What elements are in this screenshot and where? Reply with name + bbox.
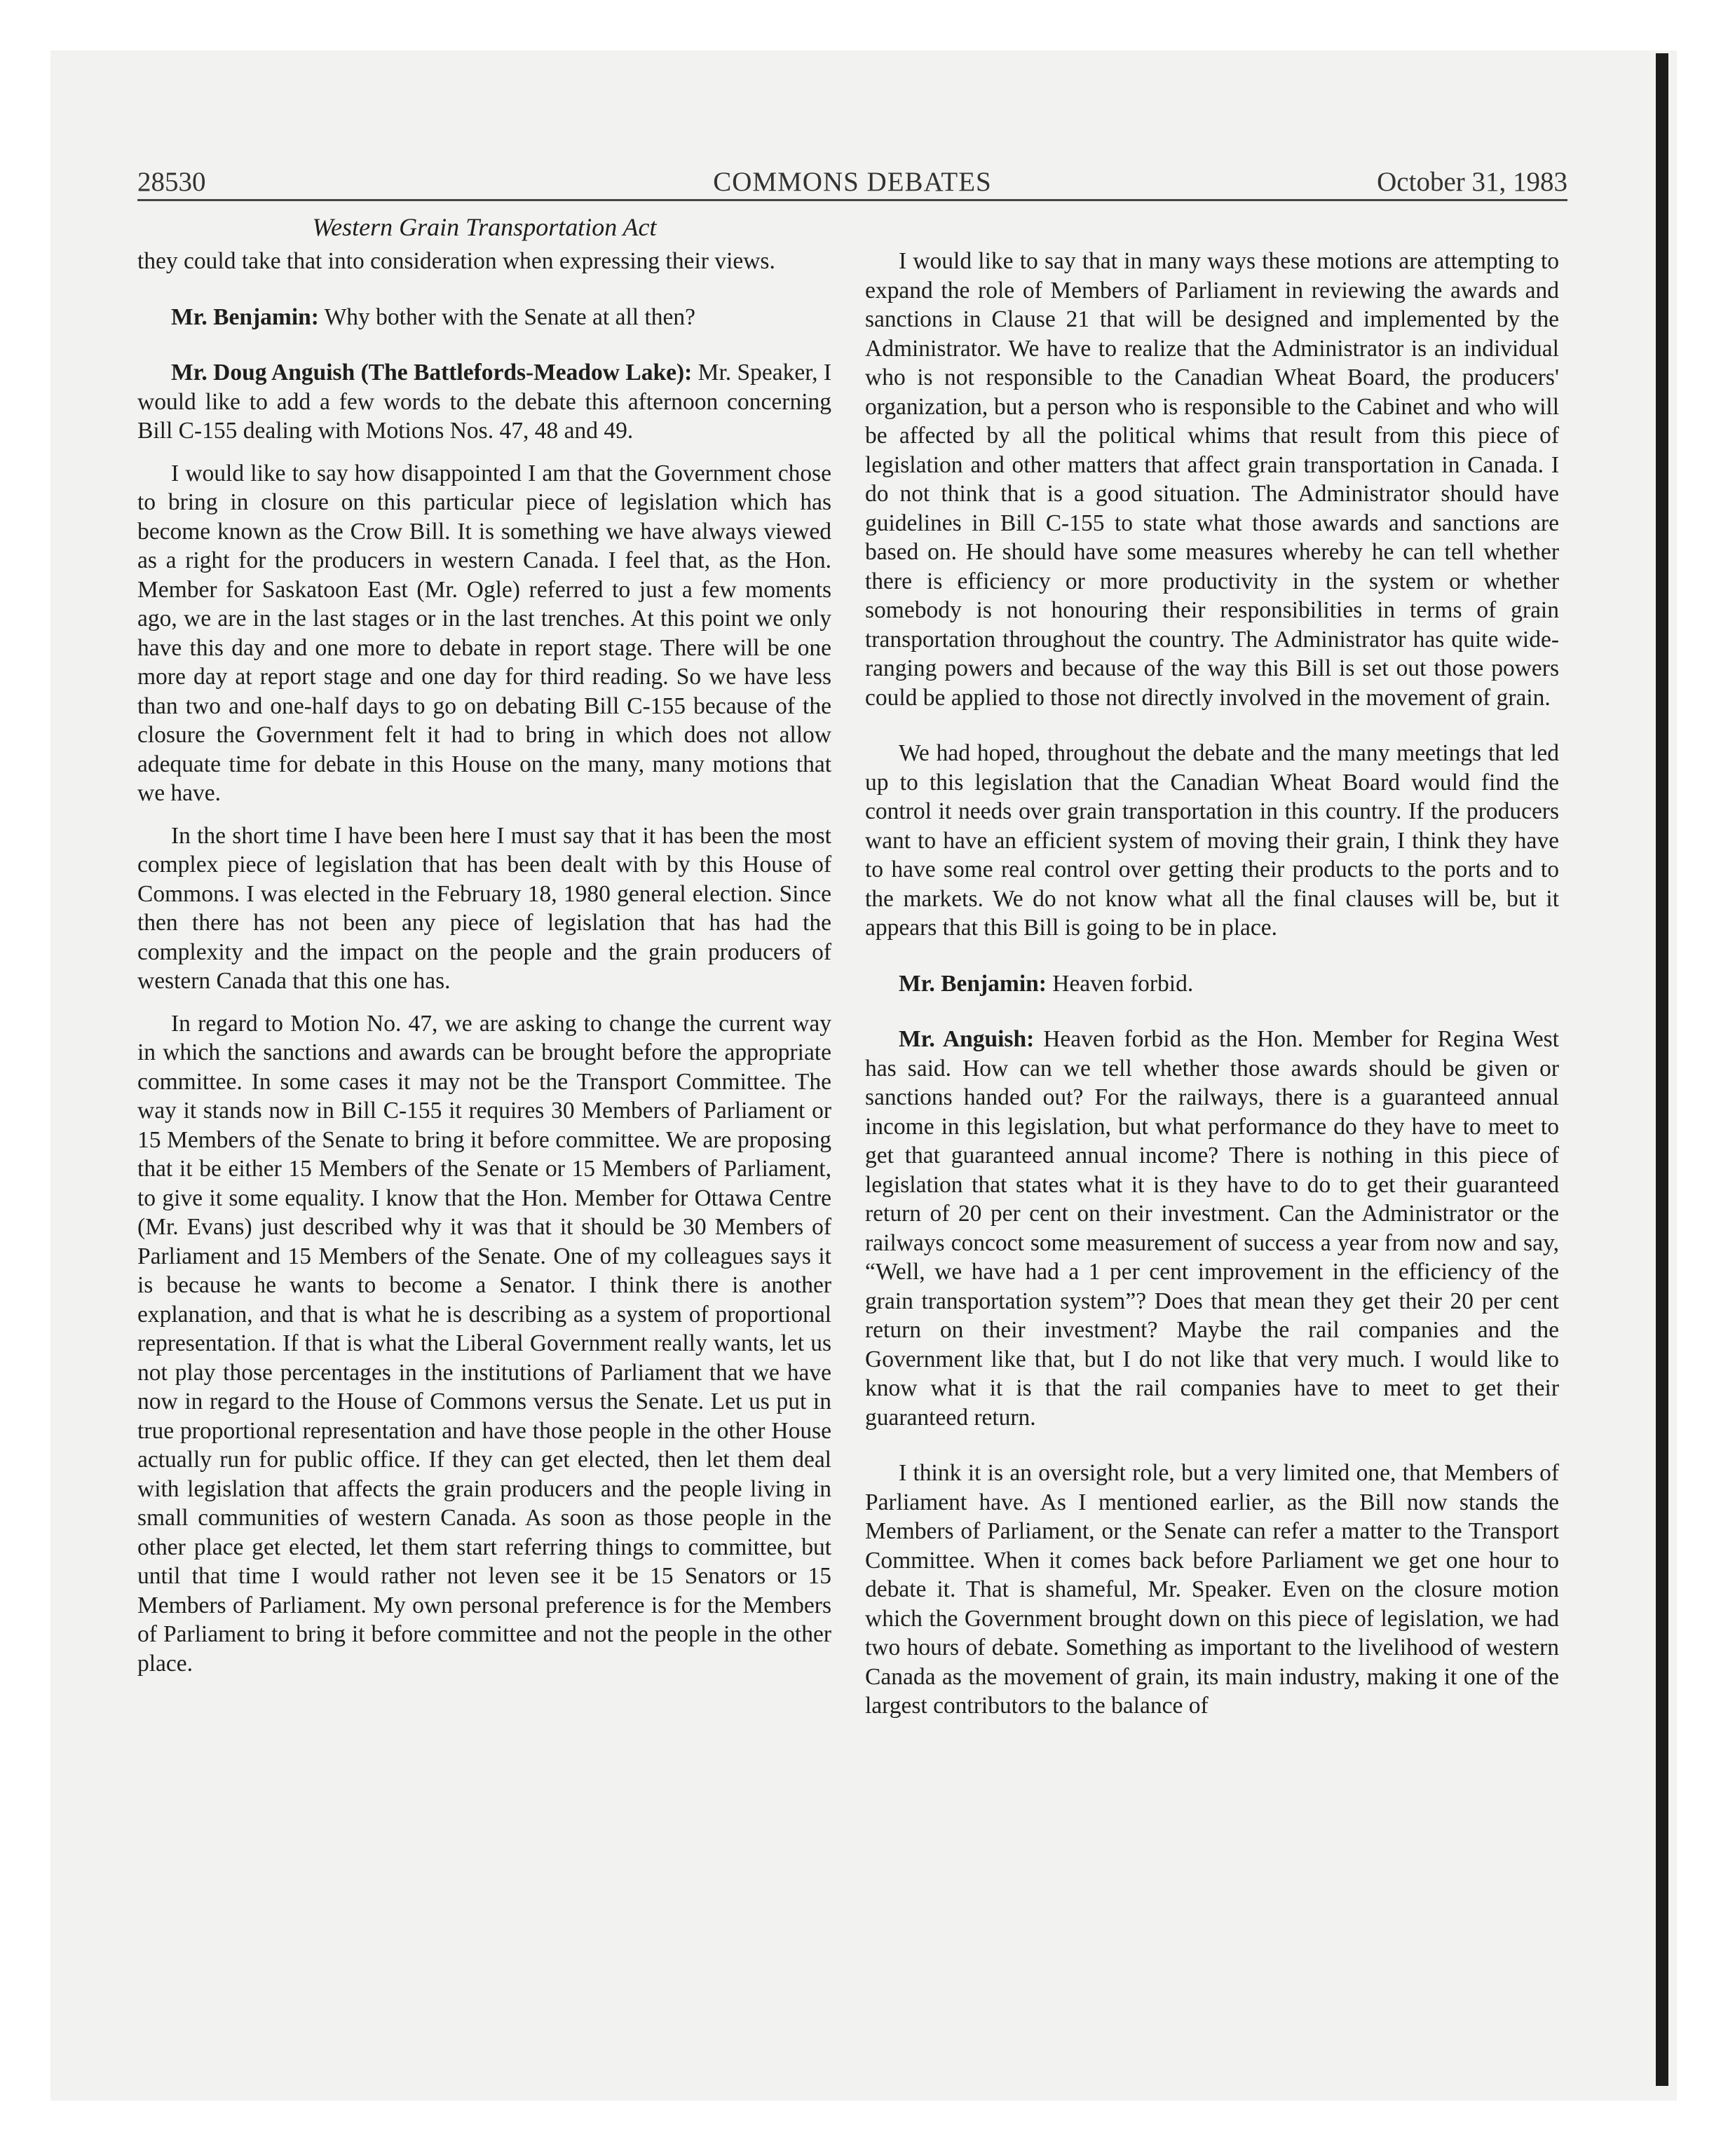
paragraph: We had hoped, throughout the debate and the many meetings that led up to this legislation that the Canadian Wheat Board would find the control it needs over grain transportation in this country. If the producers want to have an efficient system of moving their grain, I think they have to have some real control over getting their products to the ports and to the markets. We do not know what all the final clauses will be, but it appears that this Bill is going to be in place. xyxy=(865,740,1559,941)
paragraph: I would like to say that in many ways these motions are attempting to expand the role of Members of Parliament in reviewing the awards and sanctions in Clause 21 that will be designed and implemented by the Administrator. We have to realize that the Administrator is an individual who is not responsible to the Canadian Wheat Board, the producers' organization, but a person who is responsible to the Cabinet and who will be affected by all the political whims that result from this piece of legislation and other matters that affect grain transportation in Canada. I do not think that is a good situation. The Administrator should have guidelines in Bill C-155 to state what those awards and sanctions are based on. He should have some measures whereby he can tell whether there is efficiency or more productivity in the system or whether somebody is not honouring their responsibilities in terms of grain transportation throughout the country. The Administrator has quite wide-ranging powers and because of the way this Bill is set out those powers could be applied to those not directly involved in the movement of grain. xyxy=(865,248,1559,711)
speaker-name: Mr. Anguish: xyxy=(899,1026,1035,1052)
paragraph: I would like to say how disappointed I am that the Government chose to bring in closure on this particular piece of legislation which has become known as the Crow Bill. It is something we have always viewed as a right for the producers in western Canada. I feel that, as the Hon. Member for Saskatoon East (Mr. Ogle) referred to just a few moments ago, we are in the last stages or in the last trenches. At this point we only have this day and one more to debate in report stage. There will be one more day at report stage and one day for third reading. So we have less than two and one-half days to go on debating Bill C-155 because of the closure the Government felt it had to bring in which does not allow adequate time for debate in this House on the many, many motions that we have. xyxy=(137,460,831,806)
speaker-name: Mr. Benjamin: xyxy=(899,970,1047,997)
speech-text: Heaven forbid. xyxy=(1046,970,1194,997)
left-column xyxy=(137,247,831,1691)
speech-text: Heaven forbid as the Hon. Member for Regina West has said. How can we tell whether those awards should be given or sanctions handed out? For the railways, there is a guaranteed annual income in this legislation, but what performance do they have to meet to get that guaranteed annual income? There is nothing in this piece of legislation that states what it is they have to do to get their guaranteed return of 20 per cent on their investment. Can the Administrator or the railways concoct some measurement of success a year from now and say, “Well, we have had a 1 per cent improvement in the efficiency of the grain transportation system”? Does that mean they get their 20 per cent return on their investment? Maybe the rail companies and the Government like that, but I do not like that very much. I would like to know what it is that the rail companies have to meet to get their guaranteed return. xyxy=(865,1026,1559,1431)
publication-date: October 31, 1983 xyxy=(1377,167,1567,197)
speech-paragraph xyxy=(865,1025,1559,1432)
paragraph: In the short time I have been here I must say that it has been the most complex piece of legislation that has been dealt with by this House of Commons. I was elected in the February 18, 1980 general election. Since then there has not been any piece of legislation that has had the complexity and the impact on the people and the grain producers of western Canada that this one has. xyxy=(137,822,831,994)
page-number: 28530 xyxy=(137,167,206,197)
header-rule xyxy=(137,199,1567,201)
paragraph: they could take that into consideration when expressing their views. xyxy=(137,248,775,274)
paragraph: In regard to Motion No. 47, we are asking to change the current way in which the sanctions and awards can be brought before the appropriate committee. In some cases it may not be the Transport Committee. The way it stands now in Bill C-155 it requires 30 Members of Parliament or 15 Members of the Senate to bring it before committee. We are proposing that it be either 15 Members of the Senate or 15 Members of Parliament, to give it some equality. I know that the Hon. Member for Ottawa Centre (Mr. Evans) just described why it was that it should be 30 Members of Parliament and 15 Members of the Senate. One of my colleagues says it is because he wants to become a Senator. I think there is another explanation, and that is what he is describing as a system of proportional representation. If that is what the Liberal Government really wants, let us not play those percentages in the institutions of Parliament that we have now in regard to the House of Commons versus the Senate. Let us put in true proportional representation and have those people in the other House actually run for public office. If they can get elected, then let them deal with legislation that affects the grain producers and the people living in small communities of western Canada. As soon as those people in the other place get elected, let them start referring things to committee, but until that time I would rather not leven see it be 15 Senators or 15 Members of Parliament. My own personal preference is for the Members of Parliament to bring it before committee and not the people in the other place. xyxy=(137,1010,831,1677)
speaker-name: Mr. Benjamin: xyxy=(171,303,319,330)
running-title: Western Grain Transportation Act xyxy=(312,213,657,241)
speech-paragraph xyxy=(865,969,1559,999)
speech-paragraph xyxy=(137,303,831,332)
scan-edge-bar xyxy=(1656,53,1668,2086)
speaker-name: Mr. Doug Anguish (The Battlefords-Meadow Lake): xyxy=(171,360,693,386)
right-column xyxy=(865,247,1559,1734)
publication-title: COMMONS DEBATES xyxy=(713,167,992,197)
speech-text: Why bother with the Senate at all then? xyxy=(318,303,696,330)
speech-text: Mr. Speaker, I would like to add a few words to the debate this afternoon concerning Bill C-155 dealing with Motions Nos. 47, 48 and 49. xyxy=(137,360,831,444)
paragraph: I think it is an oversight role, but a very limited one, that Members of Parliament have. As I mentioned earlier, as the Bill now stands the Members of Parliament, or the Senate can refer a matter to the Transport Committee. When it comes back before Parliament we get one hour to debate it. That is shameful, Mr. Speaker. Even on the closure motion which the Government brought down on this piece of legislation, we had two hours of debate. Something as important to the livelihood of western Canada as the movement of grain, its main industry, making it one of the largest contributors to the balance of xyxy=(865,1460,1559,1719)
page-header xyxy=(137,163,1567,202)
speech-paragraph xyxy=(137,358,831,446)
